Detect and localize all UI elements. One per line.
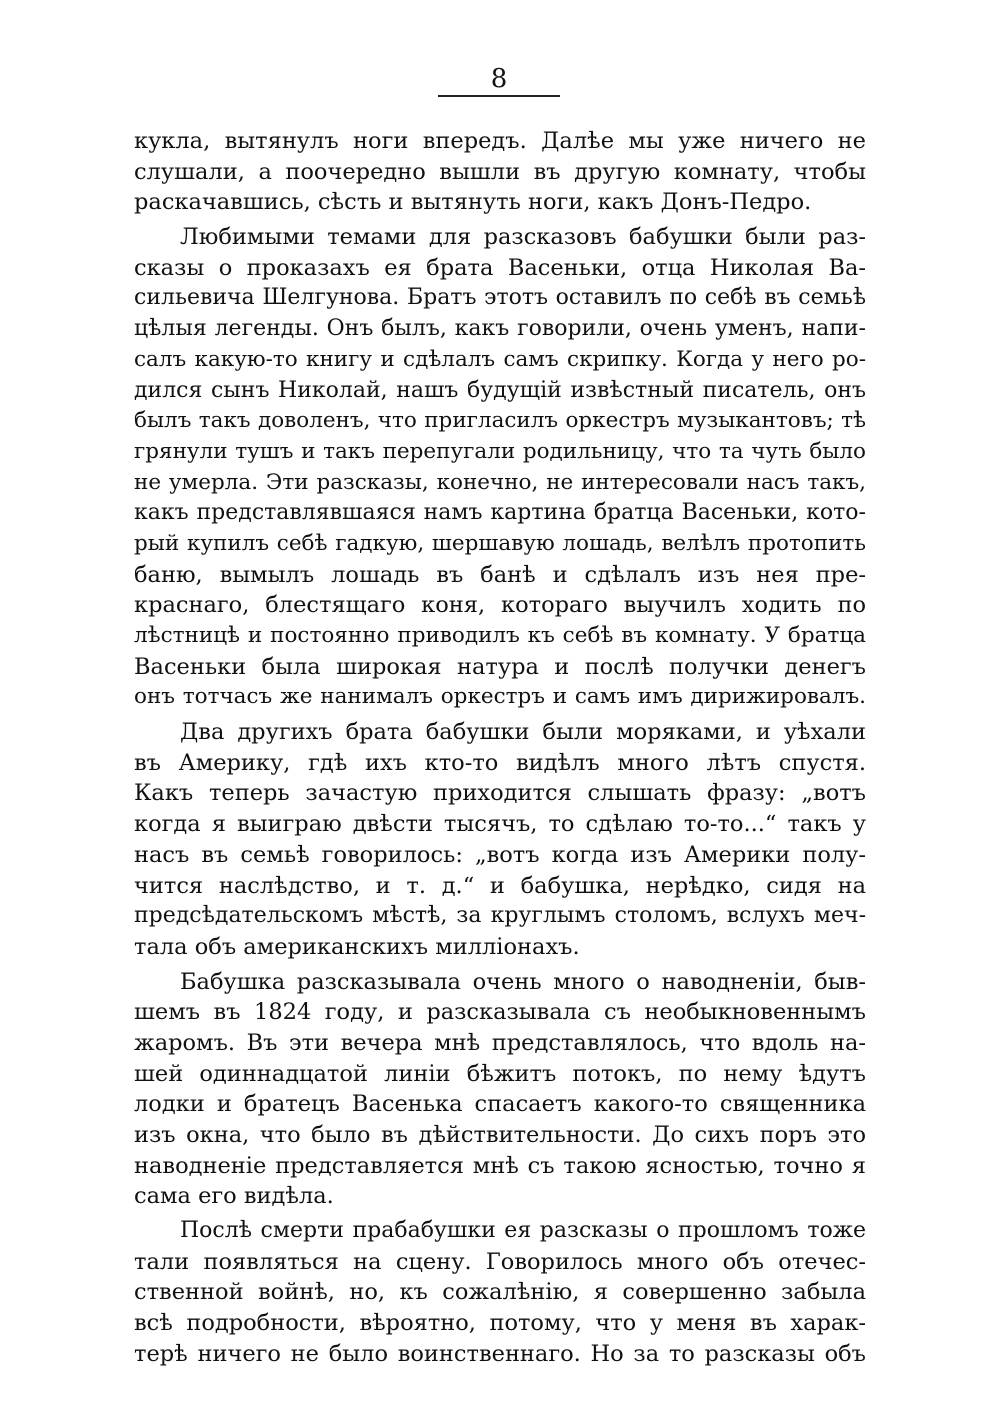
text-line: раскачавшись, сѣсть и вытянуть ноги, какъ Донъ-Педро. [134,189,812,216]
text-line: былъ такъ доволенъ, что пригласилъ оркестръ музыкантовъ; тѣ [134,408,866,434]
text-line: кукла, вытянулъ ноги впередъ. Далѣе мы уже ничего не [134,128,866,154]
text-line: салъ какую-то книгу и сдѣлалъ самъ скрипку. Когда у него ро- [134,346,866,372]
text-line: сильевича Шелгунова. Братъ этотъ оставилъ по себѣ въ семьѣ [134,285,866,311]
text-line: Бабушка разсказывала очень много о наводненіи, быв- [180,968,866,995]
page-number: 8 [490,64,508,94]
text-line: насъ въ семьѣ говорилось: „вотъ когда изъ Америки полу- [134,841,866,868]
text-line: въ Америку, гдѣ ихъ кто-то видѣлъ много лѣтъ спустя. [134,749,866,776]
page-header [438,64,560,94]
body-text [134,126,866,1370]
paragraph-4 [134,967,866,1213]
text-line: онъ тотчасъ же нанималъ оркестръ и самъ имъ дирижировалъ. [134,684,866,710]
text-line: лодки и братецъ Васенька спасаетъ какого-то священника [134,1091,866,1118]
text-line: шемъ въ 1824 году, и разсказывала съ необыкновеннымъ [134,999,866,1026]
text-line: тала объ американскихъ милліонахъ. [134,933,580,960]
paragraph-3 [134,717,866,963]
text-line: лѣстницѣ и постоянно приводилъ къ себѣ въ комнату. У братца [134,623,866,648]
text-line: чится наслѣдство, и т. д.“ и бабушка, нерѣдко, сидя на [134,872,866,899]
text-line: Два другихъ брата бабушки были моряками, и уѣхали [180,719,866,746]
text-line: жаромъ. Въ эти вечера мнѣ представлялось, что вдоль на- [134,1029,866,1056]
text-line: тали появляться на сцену. Говорилось много объ отечес- [134,1248,866,1275]
text-line: Васеньки была широкая натура и послѣ получки денегъ [134,653,866,680]
paragraph-1 [134,126,866,218]
text-line: терѣ ничего не было воинственнаго. Но за то разсказы объ [134,1340,866,1367]
text-line: сказы о проказахъ ея брата Васеньки, отца Николая Ва- [134,254,866,281]
text-line: всѣ подробности, вѣроятно, потому, что у меня въ харак- [134,1310,866,1337]
text-line: предсѣдательскомъ мѣстѣ, за круглымъ столомъ, вслухъ меч- [134,903,866,929]
text-line: шей одиннадцатой линіи бѣжитъ потокъ, по нему ѣдутъ [134,1060,866,1087]
text-line: когда я выиграю двѣсти тысячъ, то сдѣлаю то-то...“ такъ у [134,811,866,838]
text-line: краснаго, блестящаго коня, котораго выучилъ ходить по [134,592,866,619]
paragraph-2 [134,222,866,713]
text-line: ственной войнѣ, но, къ сожалѣнію, я совершенно забыла [134,1279,866,1306]
text-line: сама его видѣла. [134,1183,334,1210]
paragraph-5 [134,1216,866,1369]
text-line: не умерла. Эти разсказы, конечно, не интересовали насъ такъ, [134,469,866,495]
text-line: баню, вымылъ лошадь въ банѣ и сдѣлалъ изъ нея пре- [134,561,866,588]
text-line: рый купилъ себѣ гадкую, шершавую лошадь, велѣлъ протопить [134,530,866,556]
text-line: Любимыми темами для разсказовъ бабушки были раз- [180,224,866,251]
text-line: дился сынъ Николай, нашъ будущій извѣстный писатель, онъ [134,377,866,403]
text-line: наводненіе представляется мнѣ съ такою ясностью, точно я [134,1152,866,1179]
text-line: грянули тушъ и такъ перепугали родильницу, что та чуть было [134,438,866,464]
text-line: слушали, а поочередно вышли въ другую комнату, чтобы [134,158,866,185]
text-line: какъ представлявшаяся намъ картина братца Васеньки, кото- [134,500,866,526]
text-line: изъ окна, что было въ дѣйствительности. До сихъ поръ это [134,1122,866,1148]
text-line: цѣлыя легенды. Онъ былъ, какъ говорили, очень уменъ, напи- [134,316,866,342]
text-line: Какъ теперь зачастую приходится слышать фразу: „вотъ [134,780,866,807]
text-line: Послѣ смерти прабабушки ея разсказы о прошломъ тоже [180,1218,866,1244]
page-number-rule [438,95,560,97]
